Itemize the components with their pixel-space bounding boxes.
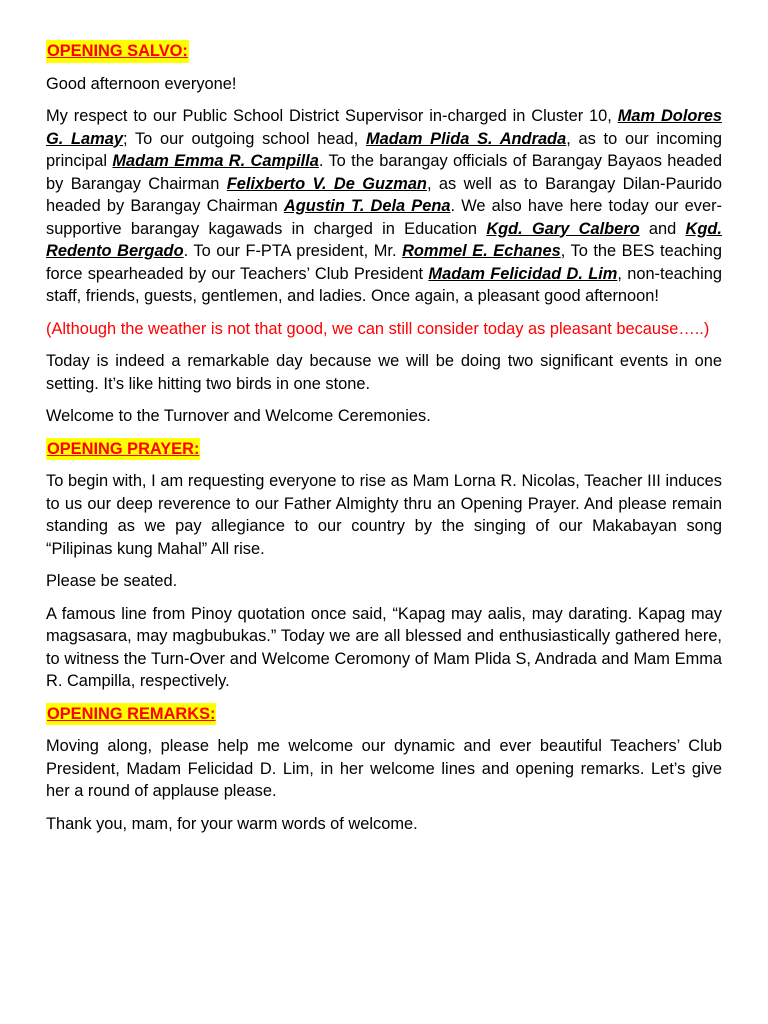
respect-text-7: and xyxy=(639,219,686,238)
name-dolores-lamay: Mam Dolores G. Lamay xyxy=(46,107,722,148)
name-felixberto-de-guzman: Felixberto V. De Guzman xyxy=(226,174,427,193)
respect-paragraph xyxy=(46,105,722,308)
opening-salvo-heading: OPENING SALVO: xyxy=(46,40,189,63)
prayer-request-paragraph: To begin with, I am requesting everyone to rise as Mam Lorna R. Nicolas, Teacher III induces to us our deep reverence to our Father Almighty thru an Opening Prayer. And please remain standing as we pay allegiance to our country by the singing of our Makabayan song “Pilipinas kung Mahal” All rise. xyxy=(46,472,722,558)
greeting-paragraph: Good afternoon everyone! xyxy=(46,74,237,93)
opening-remarks-heading-line xyxy=(46,703,722,726)
respect-text-2: ; To our outgoing school head, xyxy=(122,129,366,148)
document-page xyxy=(46,40,722,845)
respect-text-4: . To the barangay officials of Barangay Bayaos headed by Barangay Chairman xyxy=(46,152,722,193)
respect-text-3: , as to our incoming principal xyxy=(46,129,722,170)
respect-text-10: , non-teaching staff, friends, guests, gentlemen, and ladies. Once again, a pleasant good afternoon! xyxy=(46,264,722,305)
thank-you-paragraph: Thank you, mam, for your warm words of welcome. xyxy=(46,814,418,833)
weather-note-paragraph: (Although the weather is not that good, we can still consider today as pleasant because…..) xyxy=(46,319,710,338)
welcome-ceremonies-paragraph: Welcome to the Turnover and Welcome Ceremonies. xyxy=(46,407,431,425)
opening-prayer-heading: OPENING PRAYER: xyxy=(46,438,200,461)
opening-prayer-heading-line xyxy=(46,438,722,461)
respect-text-8: . To our F-PTA president, Mr. xyxy=(183,242,403,260)
name-plida-andrada: Madam Plida S. Andrada xyxy=(365,129,567,148)
name-felicidad-lim: Madam Felicidad D. Lim xyxy=(428,264,618,283)
name-gary-calbero: Kgd. Gary Calbero xyxy=(486,219,640,238)
respect-text-6: . We also have here today our ever-supportive barangay kagawads in charged in Education xyxy=(46,197,722,238)
name-redento-bergado: Kgd. Redento Bergado xyxy=(46,219,722,260)
respect-text-9: , To the BES teaching force spearheaded by our Teachers’ Club President xyxy=(46,242,722,283)
remarkable-day-paragraph: Today is indeed a remarkable day because we will be doing two significant events in one setting. It’s like hitting two birds in one stone. xyxy=(46,352,722,393)
name-rommel-echanes: Rommel E. Echanes xyxy=(402,242,561,260)
respect-text-1: My respect to our Public School District Supervisor in-charged in Cluster 10, xyxy=(46,107,618,125)
famous-line-paragraph: A famous line from Pinoy quotation once said, “Kapag may aalis, may darating. Kapag may magsasara, may magbubukas.” Today we are all blessed and enthusiastically gathered here, to witness the Turn-Over and Welcome Ceromony of Mam Plida S, Andrada and Mam Emma R. Campilla, respectively. xyxy=(46,604,722,690)
moving-along-paragraph: Moving along, please help me welcome our dynamic and ever beautiful Teachers’ Club President, Madam Felicidad D. Lim, in her welcome lines and opening remarks. Let’s give her a round of applause please. xyxy=(46,737,722,800)
name-emma-campilla: Madam Emma R. Campilla xyxy=(112,152,319,170)
opening-salvo-heading-line xyxy=(46,40,722,63)
respect-text-5: , as well as to Barangay Dilan-Paurido headed by Barangay Chairman xyxy=(46,174,722,215)
name-agustin-dela-pena: Agustin T. Dela Pena xyxy=(283,197,451,215)
be-seated-paragraph: Please be seated. xyxy=(46,572,178,590)
opening-remarks-heading: OPENING REMARKS: xyxy=(46,703,216,726)
